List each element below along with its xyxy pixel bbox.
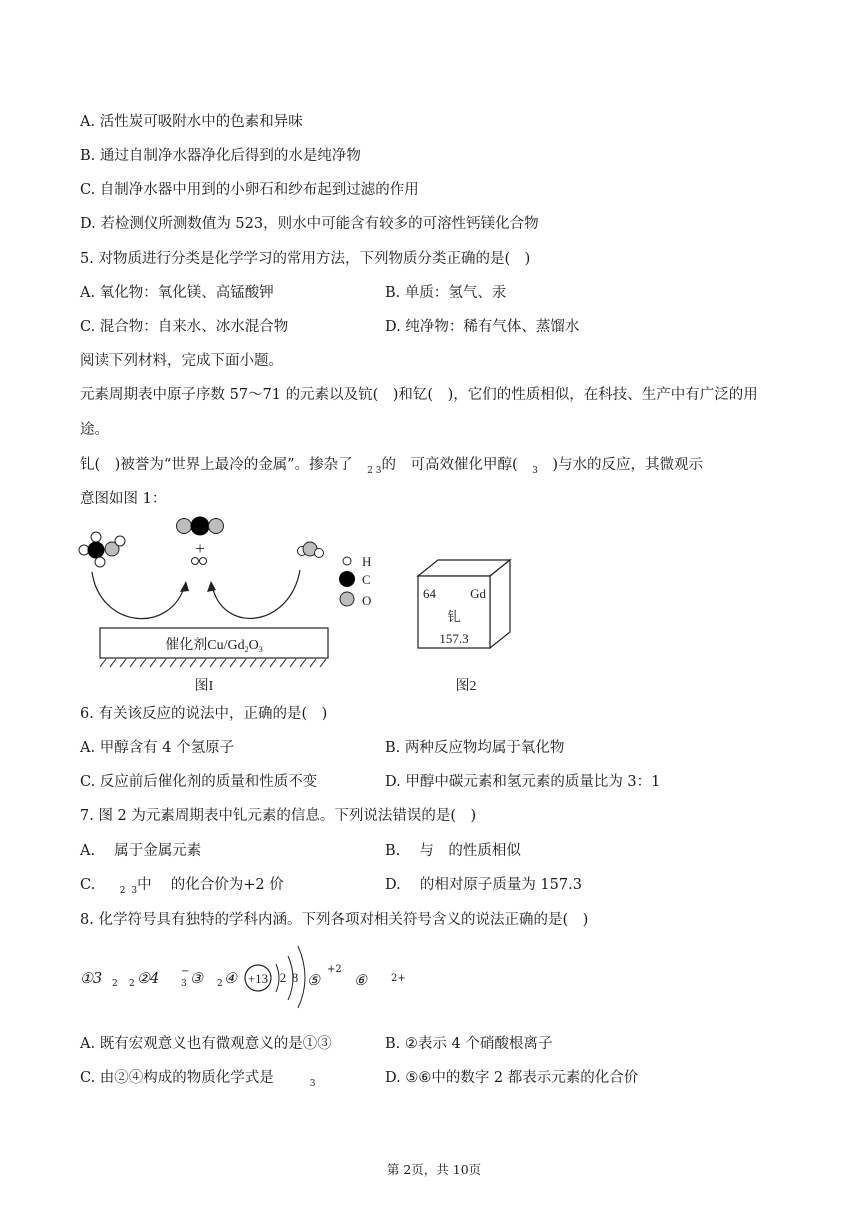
material-paragraph-2-line-2: 意图如图 1： bbox=[80, 491, 167, 507]
q8-option-c-text: C. 由②④构成的物质化学式是 bbox=[80, 1070, 274, 1086]
material-p2-sub-methanol: 3 bbox=[532, 466, 538, 476]
symbol-3-sub: 2 bbox=[217, 979, 223, 989]
q7-stem: 7. 图 2 为元素周期表中钆元素的信息。下列说法错误的是( ) bbox=[80, 808, 477, 824]
symbol-4: ④ bbox=[224, 971, 237, 987]
q5-option-a: A. 氧化物：氧化镁、高锰酸钾 bbox=[80, 285, 274, 301]
aluminum-atom-structure-diagram bbox=[238, 942, 310, 1010]
surface-hatching bbox=[100, 659, 326, 667]
plus-sign: + bbox=[195, 539, 205, 558]
q8-option-d: D. ⑤⑥中的数字 2 都表示元素的化合价 bbox=[385, 1070, 639, 1086]
q7-option-b: B. 与 的性质相似 bbox=[385, 843, 521, 859]
element-relative-mass: 157.3 bbox=[439, 631, 469, 646]
q8-option-c-sub: 3 bbox=[309, 1079, 316, 1089]
legend-hydrogen: H bbox=[362, 554, 372, 569]
shell-2-electrons: 8 bbox=[291, 970, 299, 985]
carbon-dioxide-molecule-icon bbox=[177, 517, 224, 536]
material-paragraph-1-line-1: 元素周期表中原子序数 57～71 的元素以及钪( )和钇( )，它们的性质相似，在科技、生产中有广泛的用 bbox=[80, 387, 758, 403]
symbol-6: ⑥ bbox=[354, 973, 367, 989]
symbol-1-sub-2: 2 bbox=[129, 979, 135, 989]
q7-option-a: A. 属于金属元素 bbox=[80, 843, 202, 859]
q7-option-c-sub-2: 2 bbox=[119, 886, 126, 896]
q4-option-b: B. 通过自制净水器净化后得到的水是纯净物 bbox=[80, 148, 361, 164]
element-symbol: Gd bbox=[470, 586, 486, 601]
nucleus-charge: +13 bbox=[247, 971, 269, 986]
figure-1 bbox=[79, 517, 371, 695]
material-paragraph-2-line-1 bbox=[80, 455, 703, 477]
material-p2-sub-2: 2 bbox=[367, 466, 373, 476]
symbol-1-sub-1: 2 bbox=[112, 979, 118, 989]
figures bbox=[0, 510, 868, 700]
q4-option-a: A. 活性炭可吸附水中的色素和异味 bbox=[80, 114, 303, 130]
q5-option-d: D. 纯净物：稀有气体、蒸馏水 bbox=[385, 319, 580, 335]
figure-2 bbox=[418, 560, 510, 694]
q4-option-c: C. 自制净水器中用到的小卵石和纱布起到过滤的作用 bbox=[80, 182, 419, 198]
q6-option-a: A. 甲醇含有 4 个氢原子 bbox=[80, 740, 235, 756]
q7-option-c-sub-3: 3 bbox=[131, 886, 138, 896]
water-molecule-icon bbox=[298, 542, 324, 558]
q7-option-d: D. 的相对原子质量为 157.3 bbox=[385, 877, 582, 893]
q7-option-c bbox=[80, 875, 284, 897]
figure-1-caption: 图I bbox=[194, 679, 214, 694]
methanol-molecule-icon bbox=[79, 532, 125, 567]
q8-option-b: B. ②表示 4 个硝酸根离子 bbox=[385, 1036, 553, 1052]
symbol-2-sub: 3 bbox=[181, 979, 187, 989]
q6-option-d: D. 甲醇中碳元素和氢元素的质量比为 3：1 bbox=[385, 774, 661, 790]
symbol-5: ⑤ bbox=[307, 973, 320, 989]
catalyst-prefix: 催化剂Cu/Gd bbox=[165, 638, 245, 653]
q7-option-c-suffix: 中 的化合价为+2 价 bbox=[137, 877, 284, 893]
catalyst-mid: O bbox=[248, 638, 259, 653]
q8-stem: 8. 化学符号具有独特的学科内涵。下列各项对相关符号含义的说法正确的是( ) bbox=[80, 912, 589, 928]
material-p2-part-d: 的 可高效催化甲醇( bbox=[381, 457, 533, 473]
left-reaction-arrow bbox=[92, 572, 185, 619]
catalyst-sub-2: 3 bbox=[258, 645, 263, 654]
q5-option-c: C. 混合物：自来水、冰水混合物 bbox=[80, 319, 289, 335]
q6-option-b: B. 两种反应物均属于氧化物 bbox=[385, 740, 565, 756]
material-p2-part-f: )与水的反应，其微观示 bbox=[537, 457, 704, 473]
q5-stem: 5. 对物质进行分类是化学学习的常用方法，下列物质分类正确的是( ) bbox=[80, 251, 531, 267]
page-footer: 第 2页，共 10页 bbox=[386, 1162, 482, 1177]
legend-oxygen: O bbox=[362, 593, 372, 608]
symbol-1: ①3 bbox=[80, 971, 103, 987]
material-p2-sub-3: 3 bbox=[375, 466, 382, 476]
legend-carbon: C bbox=[362, 572, 371, 587]
q6-option-c: C. 反应前后催化剂的质量和性质不变 bbox=[80, 774, 318, 790]
catalyst-label bbox=[165, 636, 262, 654]
element-atomic-number: 64 bbox=[423, 586, 436, 601]
symbol-3: ③ bbox=[190, 971, 203, 987]
material-intro: 阅读下列材料，完成下面小题。 bbox=[80, 353, 283, 369]
symbol-6-sup: 2+ bbox=[391, 973, 406, 984]
q7-option-c-prefix: C. bbox=[80, 877, 110, 893]
material-paragraph-1-line-2: 途。 bbox=[80, 422, 109, 438]
symbol-2: ②4 bbox=[137, 971, 160, 987]
symbol-5-sup: +2 bbox=[327, 964, 342, 975]
element-name: 钆 bbox=[447, 609, 461, 624]
shell-1-electrons: 2 bbox=[279, 970, 287, 985]
q8-option-a: A. 既有宏观意义也有微观意义的是①③ bbox=[80, 1036, 332, 1052]
q8-symbols-row bbox=[80, 942, 440, 1010]
hydrogen-molecule-icon bbox=[192, 558, 207, 565]
material-p2-part-a: 钆( )被誉为“世界上最冷的金属”。掺杂了 bbox=[80, 457, 368, 473]
symbol-2-sup: − bbox=[181, 966, 190, 977]
atom-legend bbox=[339, 554, 371, 608]
q5-option-b: B. 单质：氢气、汞 bbox=[385, 285, 507, 301]
q6-stem: 6. 有关该反应的说法中，正确的是( ) bbox=[80, 706, 328, 722]
catalyst-sub-1: 2 bbox=[244, 645, 249, 654]
q4-option-d: D. 若检测仪所测数值为 523，则水中可能含有较多的可溶性钙镁化合物 bbox=[80, 216, 539, 232]
figure-2-caption: 图2 bbox=[455, 679, 477, 694]
q8-option-c bbox=[80, 1068, 316, 1090]
right-reaction-arrow bbox=[212, 570, 300, 618]
